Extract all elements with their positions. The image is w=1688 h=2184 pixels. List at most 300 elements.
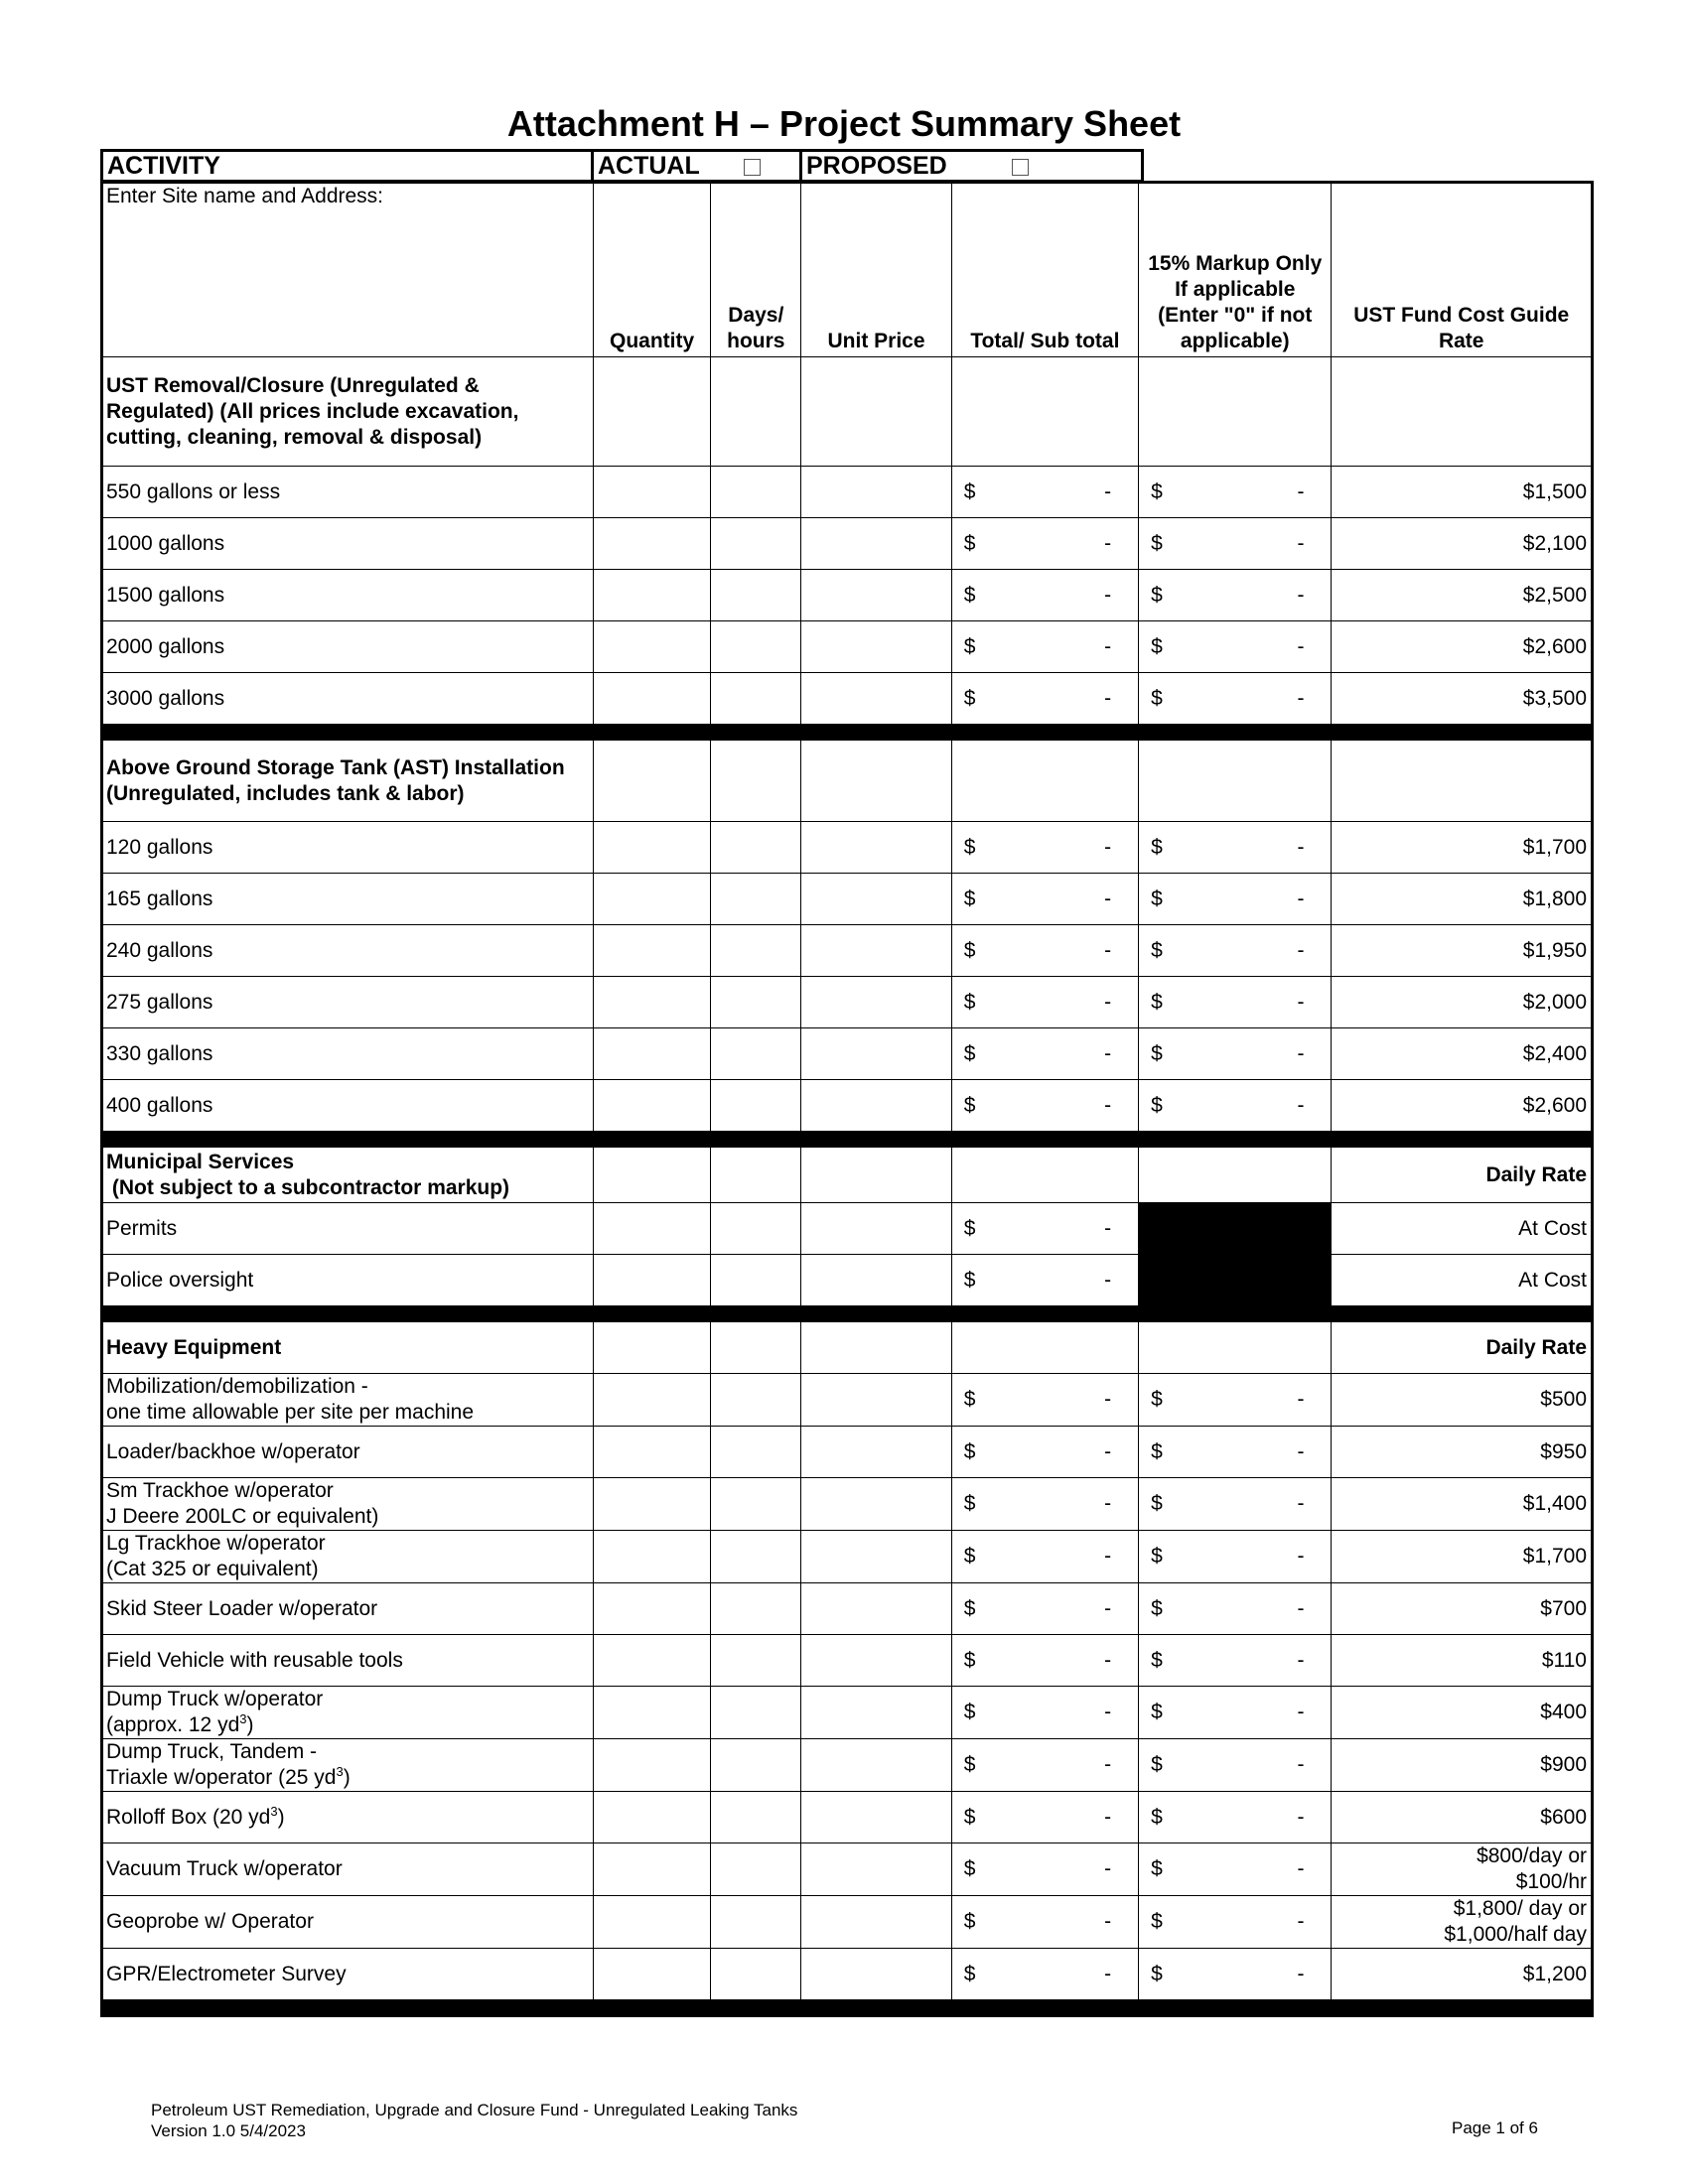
amount-dash: -	[1297, 1857, 1305, 1880]
markup-cell[interactable]	[1139, 1687, 1332, 1739]
currency-symbol: $	[1151, 531, 1163, 555]
quantity-cell[interactable]	[593, 467, 710, 518]
days-hours-cell[interactable]	[711, 822, 801, 874]
section-separator	[102, 1306, 1593, 1322]
municipal-row	[102, 1255, 1593, 1306]
markup-cell-value	[1142, 1752, 1328, 1778]
quantity-cell[interactable]	[593, 1028, 710, 1080]
total-cell[interactable]	[951, 1028, 1138, 1080]
markup-cell-value	[1142, 1856, 1328, 1882]
unit-price-cell[interactable]	[801, 1949, 951, 2000]
rate-line1: $400	[1540, 1701, 1587, 1723]
empty-cell	[711, 1148, 801, 1203]
equipment-label-line2	[106, 1712, 590, 1738]
empty-cell	[593, 741, 710, 822]
rate-line1: $900	[1540, 1753, 1587, 1776]
ast-item-label: 330 gallons	[102, 1028, 594, 1080]
quantity-cell[interactable]	[593, 1478, 710, 1531]
amount-dash: -	[1297, 686, 1305, 710]
unit-price-cell[interactable]	[801, 518, 951, 570]
total-cell-value	[955, 479, 1135, 505]
unit-price-cell[interactable]	[801, 1687, 951, 1739]
amount-dash: -	[1104, 1093, 1112, 1117]
markup-cell[interactable]	[1139, 673, 1332, 725]
equipment-item-label	[102, 1374, 594, 1427]
quantity-cell[interactable]	[593, 1896, 710, 1949]
total-cell[interactable]	[951, 1739, 1138, 1792]
currency-symbol: $	[1151, 1093, 1163, 1117]
total-cell[interactable]	[951, 1203, 1138, 1255]
currency-symbol: $	[963, 1753, 976, 1776]
equipment-label-line1	[106, 1805, 590, 1831]
total-cell-value	[955, 1093, 1135, 1119]
days-hours-cell[interactable]	[711, 874, 801, 925]
amount-dash: -	[1297, 1962, 1305, 1985]
empty-cell	[801, 1148, 951, 1203]
page-title: Attachment H – Project Summary Sheet	[506, 103, 1182, 144]
markup-cell-value	[1142, 1648, 1328, 1674]
amount-dash: -	[1104, 1041, 1112, 1065]
currency-symbol: $	[1151, 583, 1163, 607]
total-cell[interactable]	[951, 1792, 1138, 1843]
total-cell-value	[955, 887, 1135, 912]
unit-price-cell[interactable]	[801, 1792, 951, 1843]
ust-section-heading: UST Removal/Closure (Unregulated & Regulated) (All prices include excavation, cutting, cleaning, removal & disposal)	[102, 357, 594, 467]
total-cell-value	[955, 1439, 1135, 1465]
markup-cell-value	[1142, 887, 1328, 912]
equipment-row	[102, 1531, 1593, 1583]
municipal-row	[102, 1203, 1593, 1255]
cost-guide-rate	[1332, 1635, 1593, 1687]
total-cell[interactable]	[951, 570, 1138, 621]
markup-column-header: 15% Markup Only If applicable (Enter "0" if not applicable)	[1139, 183, 1332, 357]
separator-bar	[102, 1306, 1593, 1322]
unit-price-cell[interactable]	[801, 925, 951, 977]
total-cell[interactable]	[951, 1080, 1138, 1132]
equipment-label-line1	[106, 1739, 590, 1765]
quantity-cell[interactable]	[593, 518, 710, 570]
amount-dash: -	[1104, 1596, 1112, 1620]
markup-not-applicable	[1139, 1203, 1332, 1306]
rate-line1: $1,700	[1522, 1545, 1587, 1568]
quantity-cell[interactable]	[593, 673, 710, 725]
section-separator	[102, 1132, 1593, 1148]
markup-cell-value	[1142, 1041, 1328, 1067]
label-tail: )	[277, 1805, 285, 1829]
amount-dash: -	[1297, 634, 1305, 658]
empty-cell	[1332, 741, 1593, 822]
actual-label: ACTUAL	[598, 152, 700, 180]
days-hours-cell[interactable]	[711, 977, 801, 1028]
total-cell[interactable]	[951, 822, 1138, 874]
days-hours-cell[interactable]	[711, 1739, 801, 1792]
label-text: Dump Truck, Tandem -	[106, 1740, 318, 1763]
unit-price-cell[interactable]	[801, 1583, 951, 1635]
quantity-cell[interactable]	[593, 1739, 710, 1792]
currency-symbol: $	[963, 634, 976, 658]
quantity-cell[interactable]	[593, 977, 710, 1028]
markup-cell-value	[1142, 479, 1328, 505]
days-hours-cell[interactable]	[711, 621, 801, 673]
total-cell[interactable]	[951, 1635, 1138, 1687]
unit-price-cell[interactable]	[801, 1478, 951, 1531]
total-cell[interactable]	[951, 621, 1138, 673]
quantity-cell[interactable]	[593, 1949, 710, 2000]
days-hours-cell[interactable]	[711, 1949, 801, 2000]
cost-guide-rate	[1332, 1374, 1593, 1427]
daily-rate-label: Daily Rate	[1332, 1322, 1593, 1374]
equipment-label-line1	[106, 1478, 590, 1504]
currency-symbol: $	[963, 1388, 976, 1411]
unit-price-cell[interactable]	[801, 570, 951, 621]
markup-cell[interactable]	[1139, 570, 1332, 621]
currency-symbol: $	[1151, 1041, 1163, 1065]
amount-dash: -	[1297, 1701, 1305, 1723]
label-text: Sm Trackhoe w/operator	[106, 1479, 334, 1502]
quantity-cell[interactable]	[593, 1792, 710, 1843]
total-cell[interactable]	[951, 518, 1138, 570]
markup-cell-value	[1142, 1596, 1328, 1622]
actual-checkbox[interactable]	[744, 159, 761, 176]
markup-cell[interactable]	[1139, 822, 1332, 874]
markup-cell[interactable]	[1139, 1635, 1332, 1687]
quantity-cell[interactable]	[593, 1203, 710, 1255]
currency-symbol: $	[963, 1805, 976, 1829]
cost-guide-rate: At Cost	[1332, 1255, 1593, 1306]
empty-cell	[1139, 741, 1332, 822]
days-hours-cell[interactable]	[711, 1843, 801, 1896]
total-cell-value	[955, 1387, 1135, 1413]
total-cell[interactable]	[951, 1478, 1138, 1531]
equipment-label-line2	[106, 1765, 590, 1791]
ust-row	[102, 570, 1593, 621]
quantity-cell[interactable]	[593, 1080, 710, 1132]
markup-cell-value	[1142, 835, 1328, 861]
markup-cell[interactable]	[1139, 1028, 1332, 1080]
unit-price-cell[interactable]	[801, 1531, 951, 1583]
empty-cell	[951, 741, 1138, 822]
footer-version: Version 1.0 5/4/2023	[151, 2121, 306, 2140]
amount-dash: -	[1104, 1962, 1112, 1985]
days-hours-cell[interactable]	[711, 467, 801, 518]
total-cell[interactable]	[951, 977, 1138, 1028]
ast-item-label: 120 gallons	[102, 822, 594, 874]
currency-symbol: $	[1151, 686, 1163, 710]
currency-symbol: $	[963, 1041, 976, 1065]
superscript: 3	[336, 1764, 344, 1779]
currency-symbol: $	[1151, 938, 1163, 962]
municipal-heading-line1: Municipal Services	[106, 1150, 295, 1173]
ast-row	[102, 925, 1593, 977]
equipment-label-line1	[106, 1687, 590, 1712]
quantity-cell[interactable]	[593, 925, 710, 977]
section-separator	[102, 725, 1593, 741]
markup-cell-value	[1142, 1962, 1328, 1987]
markup-cell[interactable]	[1139, 1080, 1332, 1132]
quantity-cell[interactable]	[593, 822, 710, 874]
label-text: Field Vehicle with reusable tools	[106, 1648, 403, 1672]
equipment-row	[102, 1635, 1593, 1687]
currency-symbol: $	[963, 1492, 976, 1515]
empty-cell	[1139, 1148, 1332, 1203]
quantity-cell[interactable]	[593, 1687, 710, 1739]
total-cell[interactable]	[951, 1949, 1138, 2000]
days-hours-cell[interactable]	[711, 1255, 801, 1306]
cost-guide-rate	[1332, 1427, 1593, 1478]
equipment-row	[102, 1949, 1593, 2000]
unit-price-cell[interactable]	[801, 673, 951, 725]
currency-symbol: $	[963, 583, 976, 607]
total-cell-value	[955, 1700, 1135, 1725]
unit-price-cell[interactable]	[801, 621, 951, 673]
unit-price-cell[interactable]	[801, 1203, 951, 1255]
markup-cell[interactable]	[1139, 518, 1332, 570]
unit-price-cell[interactable]	[801, 1635, 951, 1687]
amount-dash: -	[1104, 1701, 1112, 1723]
unit-price-cell[interactable]	[801, 1028, 951, 1080]
unit-price-cell[interactable]	[801, 1255, 951, 1306]
equipment-row	[102, 1687, 1593, 1739]
equipment-row	[102, 1374, 1593, 1427]
currency-symbol: $	[963, 1268, 976, 1292]
markup-cell[interactable]	[1139, 1792, 1332, 1843]
markup-cell[interactable]	[1139, 1374, 1332, 1427]
amount-dash: -	[1104, 1492, 1112, 1515]
days-hours-cell[interactable]	[711, 570, 801, 621]
ust-item-label: 550 gallons or less	[102, 467, 594, 518]
days-hours-cell[interactable]	[711, 1028, 801, 1080]
amount-dash: -	[1297, 479, 1305, 503]
total-cell-value	[955, 1805, 1135, 1831]
cost-guide-rate: $2,400	[1332, 1028, 1593, 1080]
total-cell[interactable]	[951, 673, 1138, 725]
amount-dash: -	[1104, 1857, 1112, 1880]
total-cell[interactable]	[951, 1427, 1138, 1478]
markup-cell-value	[1142, 1439, 1328, 1465]
amount-dash: -	[1297, 531, 1305, 555]
quantity-cell[interactable]	[593, 1255, 710, 1306]
site-name-address-field[interactable]: Enter Site name and Address:	[102, 183, 594, 357]
currency-symbol: $	[1151, 1701, 1163, 1723]
unit-price-cell[interactable]	[801, 1739, 951, 1792]
currency-symbol: $	[1151, 1648, 1163, 1672]
rate-line2: $100/hr	[1515, 1870, 1587, 1893]
quantity-cell[interactable]	[593, 1843, 710, 1896]
quantity-cell[interactable]	[593, 621, 710, 673]
rate-line1: $700	[1540, 1596, 1587, 1620]
currency-symbol: $	[1151, 1805, 1163, 1829]
amount-dash: -	[1104, 1439, 1112, 1463]
markup-cell[interactable]	[1139, 1949, 1332, 2000]
currency-symbol: $	[1151, 1439, 1163, 1463]
total-cell[interactable]	[951, 1896, 1138, 1949]
ast-row	[102, 977, 1593, 1028]
superscript: 3	[270, 1803, 278, 1819]
days-hours-cell[interactable]	[711, 1080, 801, 1132]
unit-price-cell[interactable]	[801, 1843, 951, 1896]
total-cell[interactable]	[951, 1583, 1138, 1635]
markup-cell[interactable]	[1139, 1896, 1332, 1949]
total-cell-value	[955, 1909, 1135, 1935]
ust-item-label: 3000 gallons	[102, 673, 594, 725]
proposed-checkbox[interactable]	[1012, 159, 1029, 176]
currency-symbol: $	[1151, 1857, 1163, 1880]
amount-dash: -	[1297, 1545, 1305, 1568]
equipment-section-heading: Heavy Equipment	[102, 1322, 594, 1374]
quantity-cell[interactable]	[593, 1583, 710, 1635]
unit-price-column-header: Unit Price	[801, 183, 951, 357]
cost-guide-rate	[1332, 1687, 1593, 1739]
total-cell[interactable]	[951, 1255, 1138, 1306]
total-cell[interactable]	[951, 1374, 1138, 1427]
equipment-item-label	[102, 1739, 594, 1792]
currency-symbol: $	[963, 1910, 976, 1933]
total-cell-value	[955, 686, 1135, 712]
label-text: Dump Truck w/operator	[106, 1688, 324, 1710]
currency-symbol: $	[963, 887, 976, 910]
quantity-cell[interactable]	[593, 1635, 710, 1687]
days-hours-cell[interactable]	[711, 518, 801, 570]
rate-line2: $1,000/half day	[1444, 1923, 1587, 1946]
markup-cell[interactable]	[1139, 1739, 1332, 1792]
markup-cell[interactable]	[1139, 874, 1332, 925]
ast-item-label: 165 gallons	[102, 874, 594, 925]
total-cell-value	[955, 1216, 1135, 1242]
unit-price-cell[interactable]	[801, 874, 951, 925]
summary-table	[100, 181, 1594, 2017]
days-hours-cell[interactable]	[711, 673, 801, 725]
quantity-cell[interactable]	[593, 874, 710, 925]
rate-line1: $500	[1540, 1388, 1587, 1411]
days-hours-cell[interactable]	[711, 925, 801, 977]
amount-dash: -	[1104, 1388, 1112, 1411]
markup-cell[interactable]	[1139, 1583, 1332, 1635]
label-text: Vacuum Truck w/operator	[106, 1857, 343, 1880]
equipment-item-label	[102, 1583, 594, 1635]
amount-dash: -	[1104, 634, 1112, 658]
currency-symbol: $	[963, 1439, 976, 1463]
total-cell[interactable]	[951, 874, 1138, 925]
markup-cell[interactable]	[1139, 1478, 1332, 1531]
days-hours-cell[interactable]	[711, 1203, 801, 1255]
unit-price-cell[interactable]	[801, 977, 951, 1028]
markup-cell-value	[1142, 1700, 1328, 1725]
cost-guide-rate: $2,100	[1332, 518, 1593, 570]
ust-item-label: 1000 gallons	[102, 518, 594, 570]
days-hours-cell[interactable]	[711, 1635, 801, 1687]
markup-cell[interactable]	[1139, 621, 1332, 673]
total-cell[interactable]	[951, 925, 1138, 977]
activity-label: ACTIVITY	[107, 152, 220, 180]
amount-dash: -	[1104, 990, 1112, 1014]
markup-cell[interactable]	[1139, 1843, 1332, 1896]
empty-cell	[593, 357, 710, 467]
total-cell-value	[955, 1491, 1135, 1517]
total-cell[interactable]	[951, 1531, 1138, 1583]
activity-header	[100, 149, 594, 183]
markup-cell[interactable]	[1139, 1427, 1332, 1478]
equipment-item-label	[102, 1427, 594, 1478]
markup-cell[interactable]	[1139, 467, 1332, 518]
label-text: Mobilization/demobilization -	[106, 1375, 368, 1398]
equipment-label-line1	[106, 1856, 590, 1882]
total-cell-value	[955, 1544, 1135, 1570]
total-cell-value	[955, 938, 1135, 964]
empty-cell	[1332, 357, 1593, 467]
ust-item-label: 1500 gallons	[102, 570, 594, 621]
quantity-cell[interactable]	[593, 570, 710, 621]
unit-price-cell[interactable]	[801, 822, 951, 874]
equipment-section-heading-row	[102, 1322, 1593, 1374]
cost-guide-rate	[1332, 1739, 1593, 1792]
ast-item-label: 400 gallons	[102, 1080, 594, 1132]
amount-dash: -	[1297, 1388, 1305, 1411]
quantity-cell[interactable]	[593, 1531, 710, 1583]
currency-symbol: $	[963, 1962, 976, 1985]
cost-guide-rate: $1,700	[1332, 822, 1593, 874]
currency-symbol: $	[963, 835, 976, 859]
total-cell[interactable]	[951, 1687, 1138, 1739]
equipment-row	[102, 1583, 1593, 1635]
currency-symbol: $	[963, 1545, 976, 1568]
currency-symbol: $	[1151, 1910, 1163, 1933]
amount-dash: -	[1104, 583, 1112, 607]
cost-guide-rate: $1,800	[1332, 874, 1593, 925]
markup-cell-value	[1142, 1491, 1328, 1517]
equipment-label-line1	[106, 1531, 590, 1557]
currency-symbol: $	[963, 686, 976, 710]
days-hours-cell[interactable]	[711, 1427, 801, 1478]
quantity-cell[interactable]	[593, 1374, 710, 1427]
unit-price-cell[interactable]	[801, 1080, 951, 1132]
unit-price-cell[interactable]	[801, 1374, 951, 1427]
municipal-section-heading	[102, 1148, 594, 1203]
quantity-cell[interactable]	[593, 1427, 710, 1478]
actual-header	[594, 149, 802, 183]
amount-dash: -	[1104, 1805, 1112, 1829]
days-hours-cell[interactable]	[711, 1374, 801, 1427]
superscript: 3	[239, 1711, 247, 1726]
municipal-item-label: Police oversight	[102, 1255, 594, 1306]
unit-price-cell[interactable]	[801, 467, 951, 518]
days-hours-cell[interactable]	[711, 1687, 801, 1739]
unit-price-cell[interactable]	[801, 1427, 951, 1478]
equipment-label-line1	[106, 1962, 590, 1987]
days-hours-cell[interactable]	[711, 1583, 801, 1635]
days-hours-cell[interactable]	[711, 1478, 801, 1531]
markup-cell-value	[1142, 990, 1328, 1016]
cost-guide-rate	[1332, 1583, 1593, 1635]
markup-cell[interactable]	[1139, 1531, 1332, 1583]
markup-cell[interactable]	[1139, 977, 1332, 1028]
equipment-label-line2	[106, 1504, 590, 1530]
markup-cell[interactable]	[1139, 925, 1332, 977]
equipment-label-line2	[106, 1400, 590, 1426]
amount-dash: -	[1104, 1545, 1112, 1568]
days-hours-cell[interactable]	[711, 1792, 801, 1843]
total-cell[interactable]	[951, 467, 1138, 518]
total-cell[interactable]	[951, 1843, 1138, 1896]
markup-cell-value	[1142, 531, 1328, 557]
ust-section-heading-row	[102, 357, 1593, 467]
equipment-item-label	[102, 1531, 594, 1583]
total-cell-value	[955, 1041, 1135, 1067]
unit-price-cell[interactable]	[801, 1896, 951, 1949]
currency-symbol: $	[963, 1701, 976, 1723]
label-text: Loader/backhoe w/operator	[106, 1439, 360, 1463]
days-hours-cell[interactable]	[711, 1531, 801, 1583]
days-hours-cell[interactable]	[711, 1896, 801, 1949]
